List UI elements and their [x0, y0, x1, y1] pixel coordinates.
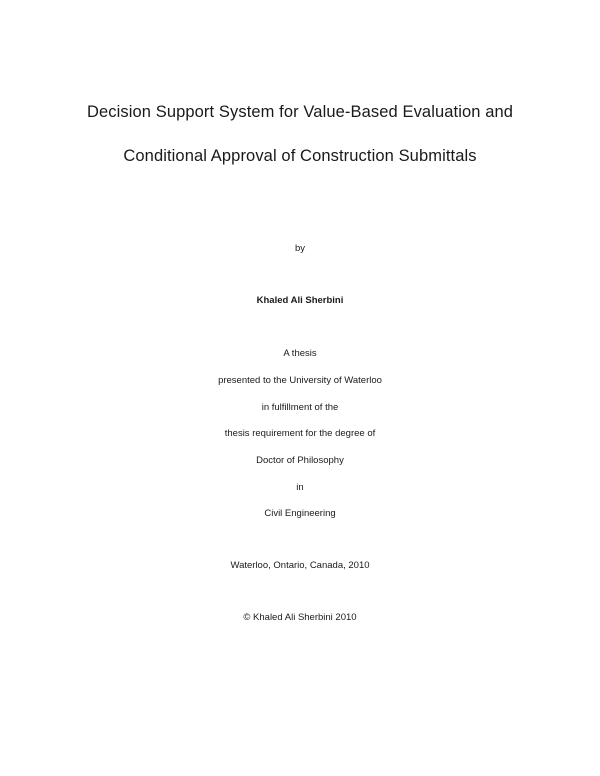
location-date: Waterloo, Ontario, Canada, 2010 [230, 560, 370, 571]
statement-line-1: A thesis [283, 348, 317, 359]
statement-line-2: presented to the University of Waterloo [218, 375, 382, 386]
copyright-notice: © Khaled Ali Sherbini 2010 [243, 612, 357, 623]
thesis-title-line-1: Decision Support System for Value-Based Evaluation and [86, 103, 514, 121]
degree-name: Doctor of Philosophy [256, 455, 344, 466]
statement-line-4: thesis requirement for the degree of [224, 428, 376, 439]
discipline-name: Civil Engineering [264, 508, 336, 519]
statement-line-3: in fulfillment of the [261, 402, 339, 413]
statement-line-in: in [296, 482, 304, 493]
by-label: by [294, 243, 306, 254]
author-name: Khaled Ali Sherbini [256, 295, 344, 306]
thesis-title-line-2: Conditional Approval of Construction Submittals [123, 147, 477, 165]
